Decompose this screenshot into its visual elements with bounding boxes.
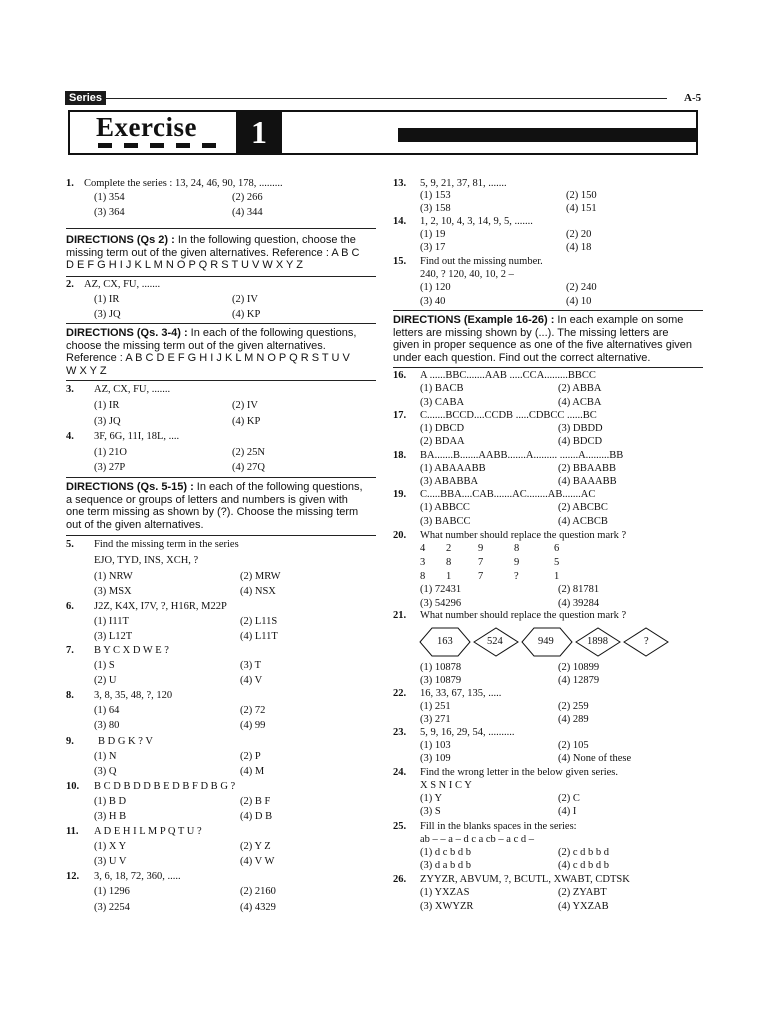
option: (4) I — [558, 806, 577, 817]
shape-value: 524 — [487, 636, 503, 647]
option: (1) 120 — [420, 282, 451, 293]
option: (1) 251 — [420, 701, 451, 712]
question-text: C.......BCCD....CCDB .....CDBCC ......BC — [420, 410, 597, 421]
grid-cell: 8 — [420, 571, 426, 582]
option: (2) 259 — [558, 701, 589, 712]
directions-text: under each question. Find out the correct alternative. — [393, 351, 651, 364]
question-text: 16, 33, 67, 135, ..... — [420, 688, 502, 699]
option: (4) L11T — [240, 631, 278, 642]
question-text: EJO, TYD, INS, XCH, ? — [94, 555, 199, 566]
option: (4) 27Q — [232, 462, 265, 473]
grid-cell: 9 — [478, 543, 484, 554]
directions-text: In each example on some — [554, 314, 684, 326]
header-rule — [104, 98, 667, 99]
option: (3) 27P — [94, 462, 126, 473]
directions-text: one term missing as shown by (?). Choose the missing term — [66, 506, 359, 518]
option: (3) 10879 — [420, 675, 462, 686]
question-number: 17. — [393, 410, 407, 421]
option: (3) 80 — [94, 720, 120, 731]
directions-heading: DIRECTIONS (Qs 2) : — [66, 234, 175, 246]
option: (4) M — [240, 766, 265, 777]
option: (3) U V — [94, 856, 127, 867]
option: (4) BDCD — [558, 436, 603, 447]
question-number: 7. — [66, 645, 74, 656]
directions-block — [66, 327, 376, 377]
question-text: X S N I C Y — [420, 780, 472, 791]
grid-cell: 6 — [554, 543, 560, 554]
question-text: What number should replace the question mark ? — [420, 610, 627, 621]
option: (1) NRW — [94, 571, 133, 582]
question-text: Find out the missing number. — [420, 256, 543, 267]
question-number: 15. — [393, 256, 407, 267]
question-text: C.....BBA....CAB.......AC........AB.......AC — [420, 489, 596, 500]
grid-cell: 7 — [478, 571, 484, 582]
directions-block — [66, 234, 376, 272]
option: (1) 19 — [420, 229, 446, 240]
question-number: 9. — [66, 736, 74, 747]
option: (2) 25N — [232, 447, 265, 458]
option: (3) L12T — [94, 631, 133, 642]
directions-text: given in proper sequence as one of the five alternatives given — [393, 339, 693, 351]
question-text: 3, 6, 18, 72, 360, ..... — [94, 871, 181, 882]
option: (3) 17 — [420, 242, 446, 253]
option: (4) None of these — [558, 753, 632, 764]
option: (2) 81781 — [558, 584, 600, 595]
divider — [393, 310, 703, 311]
option: (1) S — [94, 660, 115, 671]
directions-heading: DIRECTIONS (Example 16-26) : — [393, 314, 555, 326]
question-text: 5, 9, 16, 29, 54, .......... — [420, 727, 515, 738]
grid-cell: 2 — [446, 543, 452, 554]
question-number: 22. — [393, 688, 407, 699]
banner-dash — [124, 143, 138, 148]
grid-cell: 3 — [420, 557, 426, 568]
grid-cell: 8 — [514, 543, 520, 554]
shape-value: 949 — [538, 636, 554, 647]
option: (2) 2160 — [240, 886, 276, 897]
option: (2) MRW — [240, 571, 281, 582]
option: (3) 158 — [420, 203, 451, 214]
question-text: 3F, 6G, 11I, 18L, .... — [94, 431, 180, 442]
option: (4) 289 — [558, 714, 589, 725]
option: (1) N — [94, 751, 117, 762]
option: (3) BABCC — [420, 516, 471, 527]
option: (3) 54296 — [420, 598, 462, 609]
grid-cell: 8 — [446, 557, 452, 568]
option: (2) 72 — [240, 705, 266, 716]
option: (2) ABCBC — [558, 502, 608, 513]
option: (2) B F — [240, 796, 271, 807]
option: (3) MSX — [94, 586, 132, 597]
option: (4) 18 — [566, 242, 592, 253]
option: (3) JQ — [94, 309, 121, 320]
banner-dash — [202, 143, 216, 148]
question-number: 24. — [393, 767, 407, 778]
option: (1) BACB — [420, 383, 464, 394]
option: (4) 4329 — [240, 902, 276, 913]
option: (3) Q — [94, 766, 117, 777]
option: (3) H B — [94, 811, 127, 822]
divider — [66, 535, 376, 536]
question-text: 5, 9, 21, 37, 81, ....... — [420, 178, 507, 189]
grid-cell: 1 — [554, 571, 560, 582]
option: (1) 10878 — [420, 662, 462, 673]
divider — [393, 367, 703, 368]
divider — [66, 477, 376, 478]
option: (2) c d b b d — [558, 847, 610, 858]
option: (4) 99 — [240, 720, 266, 731]
option: (1) 1296 — [94, 886, 130, 897]
question-number: 10. — [66, 781, 80, 792]
directions-block — [66, 481, 376, 531]
option: (4) V — [240, 675, 263, 686]
option: (3) S — [420, 806, 441, 817]
option: (4) 151 — [566, 203, 597, 214]
banner-bar — [398, 128, 698, 142]
section-tag: Series — [65, 91, 106, 105]
directions-heading: DIRECTIONS (Qs. 5-15) : — [66, 481, 194, 493]
grid-cell: 5 — [554, 557, 560, 568]
question-number: 13. — [393, 178, 407, 189]
directions-block — [393, 314, 703, 364]
question-number: 25. — [393, 821, 407, 832]
option: (3) DBDD — [558, 423, 603, 434]
grid-cell: 4 — [420, 543, 426, 554]
question-number: 26. — [393, 874, 407, 885]
shape-value: 163 — [437, 636, 453, 647]
option: (1) YXZAS — [420, 887, 470, 898]
question-number: 16. — [393, 370, 407, 381]
directions-text: missing term out of the given alternatives. Reference : A B C — [66, 246, 360, 259]
question-number: 1. — [66, 178, 74, 189]
option: (4) V W — [240, 856, 275, 867]
option: (4) KP — [232, 416, 261, 427]
question-text: 3, 8, 35, 48, ?, 120 — [94, 690, 173, 701]
option: (2) IV — [232, 294, 258, 305]
directions-text: D E F G H I J K L M N O P Q R S T U V W X Y Z — [66, 259, 303, 271]
option: (1) X Y — [94, 841, 127, 852]
question-text: 240, ? 120, 40, 10, 2 – — [420, 269, 514, 280]
question-number: 6. — [66, 601, 74, 612]
option: (3) JQ — [94, 416, 121, 427]
question-number: 4. — [66, 431, 74, 442]
option: (1) 64 — [94, 705, 120, 716]
divider — [66, 323, 376, 324]
question-number: 18. — [393, 450, 407, 461]
question-text: B Y C X D W E ? — [94, 645, 169, 656]
option: (3) d a b d b — [420, 860, 472, 871]
option: (4) NSX — [240, 586, 276, 597]
question-text: B D G K ? V — [98, 736, 153, 747]
option: (2) C — [558, 793, 580, 804]
option: (3) 109 — [420, 753, 451, 764]
directions-text: out of the given alternatives. — [66, 518, 204, 531]
option: (1) 354 — [94, 192, 125, 203]
option: (4) ACBA — [558, 397, 602, 408]
option: (4) BAAABB — [558, 476, 617, 487]
question-number: 20. — [393, 530, 407, 541]
option: (2) 266 — [232, 192, 263, 203]
question-text: Find the wrong letter in the below given series. — [420, 767, 618, 778]
option: (4) ACBCB — [558, 516, 608, 527]
option: (4) 10 — [566, 296, 592, 307]
option: (2) 20 — [566, 229, 592, 240]
option: (2) U — [94, 675, 117, 686]
shape-value: 1898 — [587, 636, 608, 647]
option: (1) IR — [94, 294, 120, 305]
option: (1) IR — [94, 400, 120, 411]
grid-cell: 9 — [514, 557, 520, 568]
option: (1) B D — [94, 796, 127, 807]
option: (3) T — [240, 660, 262, 671]
option: (2) IV — [232, 400, 258, 411]
divider — [66, 276, 376, 277]
option: (2) L11S — [240, 616, 278, 627]
question-number: 11. — [66, 826, 79, 837]
option: (3) XWYZR — [420, 901, 474, 912]
grid-cell: 7 — [478, 557, 484, 568]
page-number: A-5 — [684, 92, 702, 104]
question-text: A D E H I L M P Q T U ? — [94, 826, 202, 837]
option: (2) 240 — [566, 282, 597, 293]
option: (3) ABABBA — [420, 476, 479, 487]
directions-text: In each of the following questions, — [187, 327, 357, 339]
option: (1) ABAAABB — [420, 463, 486, 474]
option: (1) 103 — [420, 740, 451, 751]
option: (4) KP — [232, 309, 261, 320]
option: (1) 21O — [94, 447, 127, 458]
option: (3) 271 — [420, 714, 451, 725]
option: (1) 72431 — [420, 584, 462, 595]
option: (4) D B — [240, 811, 273, 822]
option: (1) I11T — [94, 616, 129, 627]
option: (1) 153 — [420, 190, 451, 201]
exercise-number: 1 — [236, 110, 282, 155]
divider — [66, 380, 376, 381]
question-number: 3. — [66, 384, 74, 395]
option: (3) CABA — [420, 397, 465, 408]
option: (3) 40 — [420, 296, 446, 307]
option: (2) Y Z — [240, 841, 271, 852]
directions-text: W X Y Z — [66, 364, 107, 377]
option: (2) BBAABB — [558, 463, 617, 474]
question-text: What number should replace the question mark ? — [420, 530, 627, 541]
divider — [66, 228, 376, 229]
grid-cell: 1 — [446, 571, 452, 582]
option: (1) Y — [420, 793, 443, 804]
directions-text: choose the missing term out of the given alternatives. — [66, 339, 326, 352]
question-number: 5. — [66, 539, 74, 550]
question-text: J2Z, K4X, I7V, ?, H16R, M22P — [94, 601, 227, 612]
question-text: ZYYZR, ABVUM, ?, BCUTL, XWABT, CDTSK — [420, 874, 630, 885]
directions-text: a sequence or groups of letters and numbers is given with — [66, 493, 348, 506]
question-text: BA.......B.......AABB.......A......... .......A.........BB — [420, 450, 624, 461]
option: (4) 12879 — [558, 675, 600, 686]
option: (3) 2254 — [94, 902, 130, 913]
option: (2) ABBA — [558, 383, 602, 394]
option: (2) 105 — [558, 740, 589, 751]
question-text: B C D B D D B E D B F D B G ? — [94, 781, 236, 792]
option: (2) 150 — [566, 190, 597, 201]
question-number: 2. — [66, 279, 74, 290]
question-text: A ......BBC.......AAB .....CCA.........BBCC — [420, 370, 596, 381]
question-number: 23. — [393, 727, 407, 738]
option: (3) 364 — [94, 207, 125, 218]
question-number: 19. — [393, 489, 407, 500]
option: (2) BDAA — [420, 436, 465, 447]
question-number: 21. — [393, 610, 407, 621]
directions-text: letters are missing shown by (...). The missing letters are — [393, 326, 669, 339]
directions-text: In each of the following questions, — [193, 481, 363, 493]
question-number: 8. — [66, 690, 74, 701]
option: (4) c d b d b — [558, 860, 610, 871]
question-text: AZ, CX, FU, ....... — [84, 279, 161, 290]
option: (1) d c b d b — [420, 847, 472, 858]
exercise-title: Exercise — [96, 112, 197, 142]
directions-text: Reference : A B C D E F G H I J K L M N O P Q R S T U V — [66, 352, 350, 364]
option: (4) YXZAB — [558, 901, 609, 912]
banner-dash — [150, 143, 164, 148]
question-number: 14. — [393, 216, 407, 227]
option: (4) 344 — [232, 207, 263, 218]
question-text: Find the missing term in the series — [94, 539, 239, 550]
option: (2) ZYABT — [558, 887, 607, 898]
directions-text: In the following question, choose the — [174, 234, 356, 246]
option: (1) ABBCC — [420, 502, 470, 513]
banner-dash — [176, 143, 190, 148]
option: (4) 39284 — [558, 598, 600, 609]
grid-cell: ? — [514, 571, 519, 582]
question-text: AZ, CX, FU, ....... — [94, 384, 171, 395]
directions-heading: DIRECTIONS (Qs. 3-4) : — [66, 327, 188, 339]
shape-value: ? — [644, 636, 649, 647]
question-text: Fill in the blanks spaces in the series: — [420, 821, 577, 832]
question-text: Complete the series : 13, 24, 46, 90, 178, ......... — [84, 178, 283, 189]
question-text: 1, 2, 10, 4, 3, 14, 9, 5, ....... — [420, 216, 533, 227]
option: (1) DBCD — [420, 423, 465, 434]
option: (2) 10899 — [558, 662, 600, 673]
question-text: ab – – a – d c a cb – a c d – — [420, 834, 534, 845]
option: (2) P — [240, 751, 261, 762]
question-number: 12. — [66, 871, 80, 882]
banner-dash — [98, 143, 112, 148]
